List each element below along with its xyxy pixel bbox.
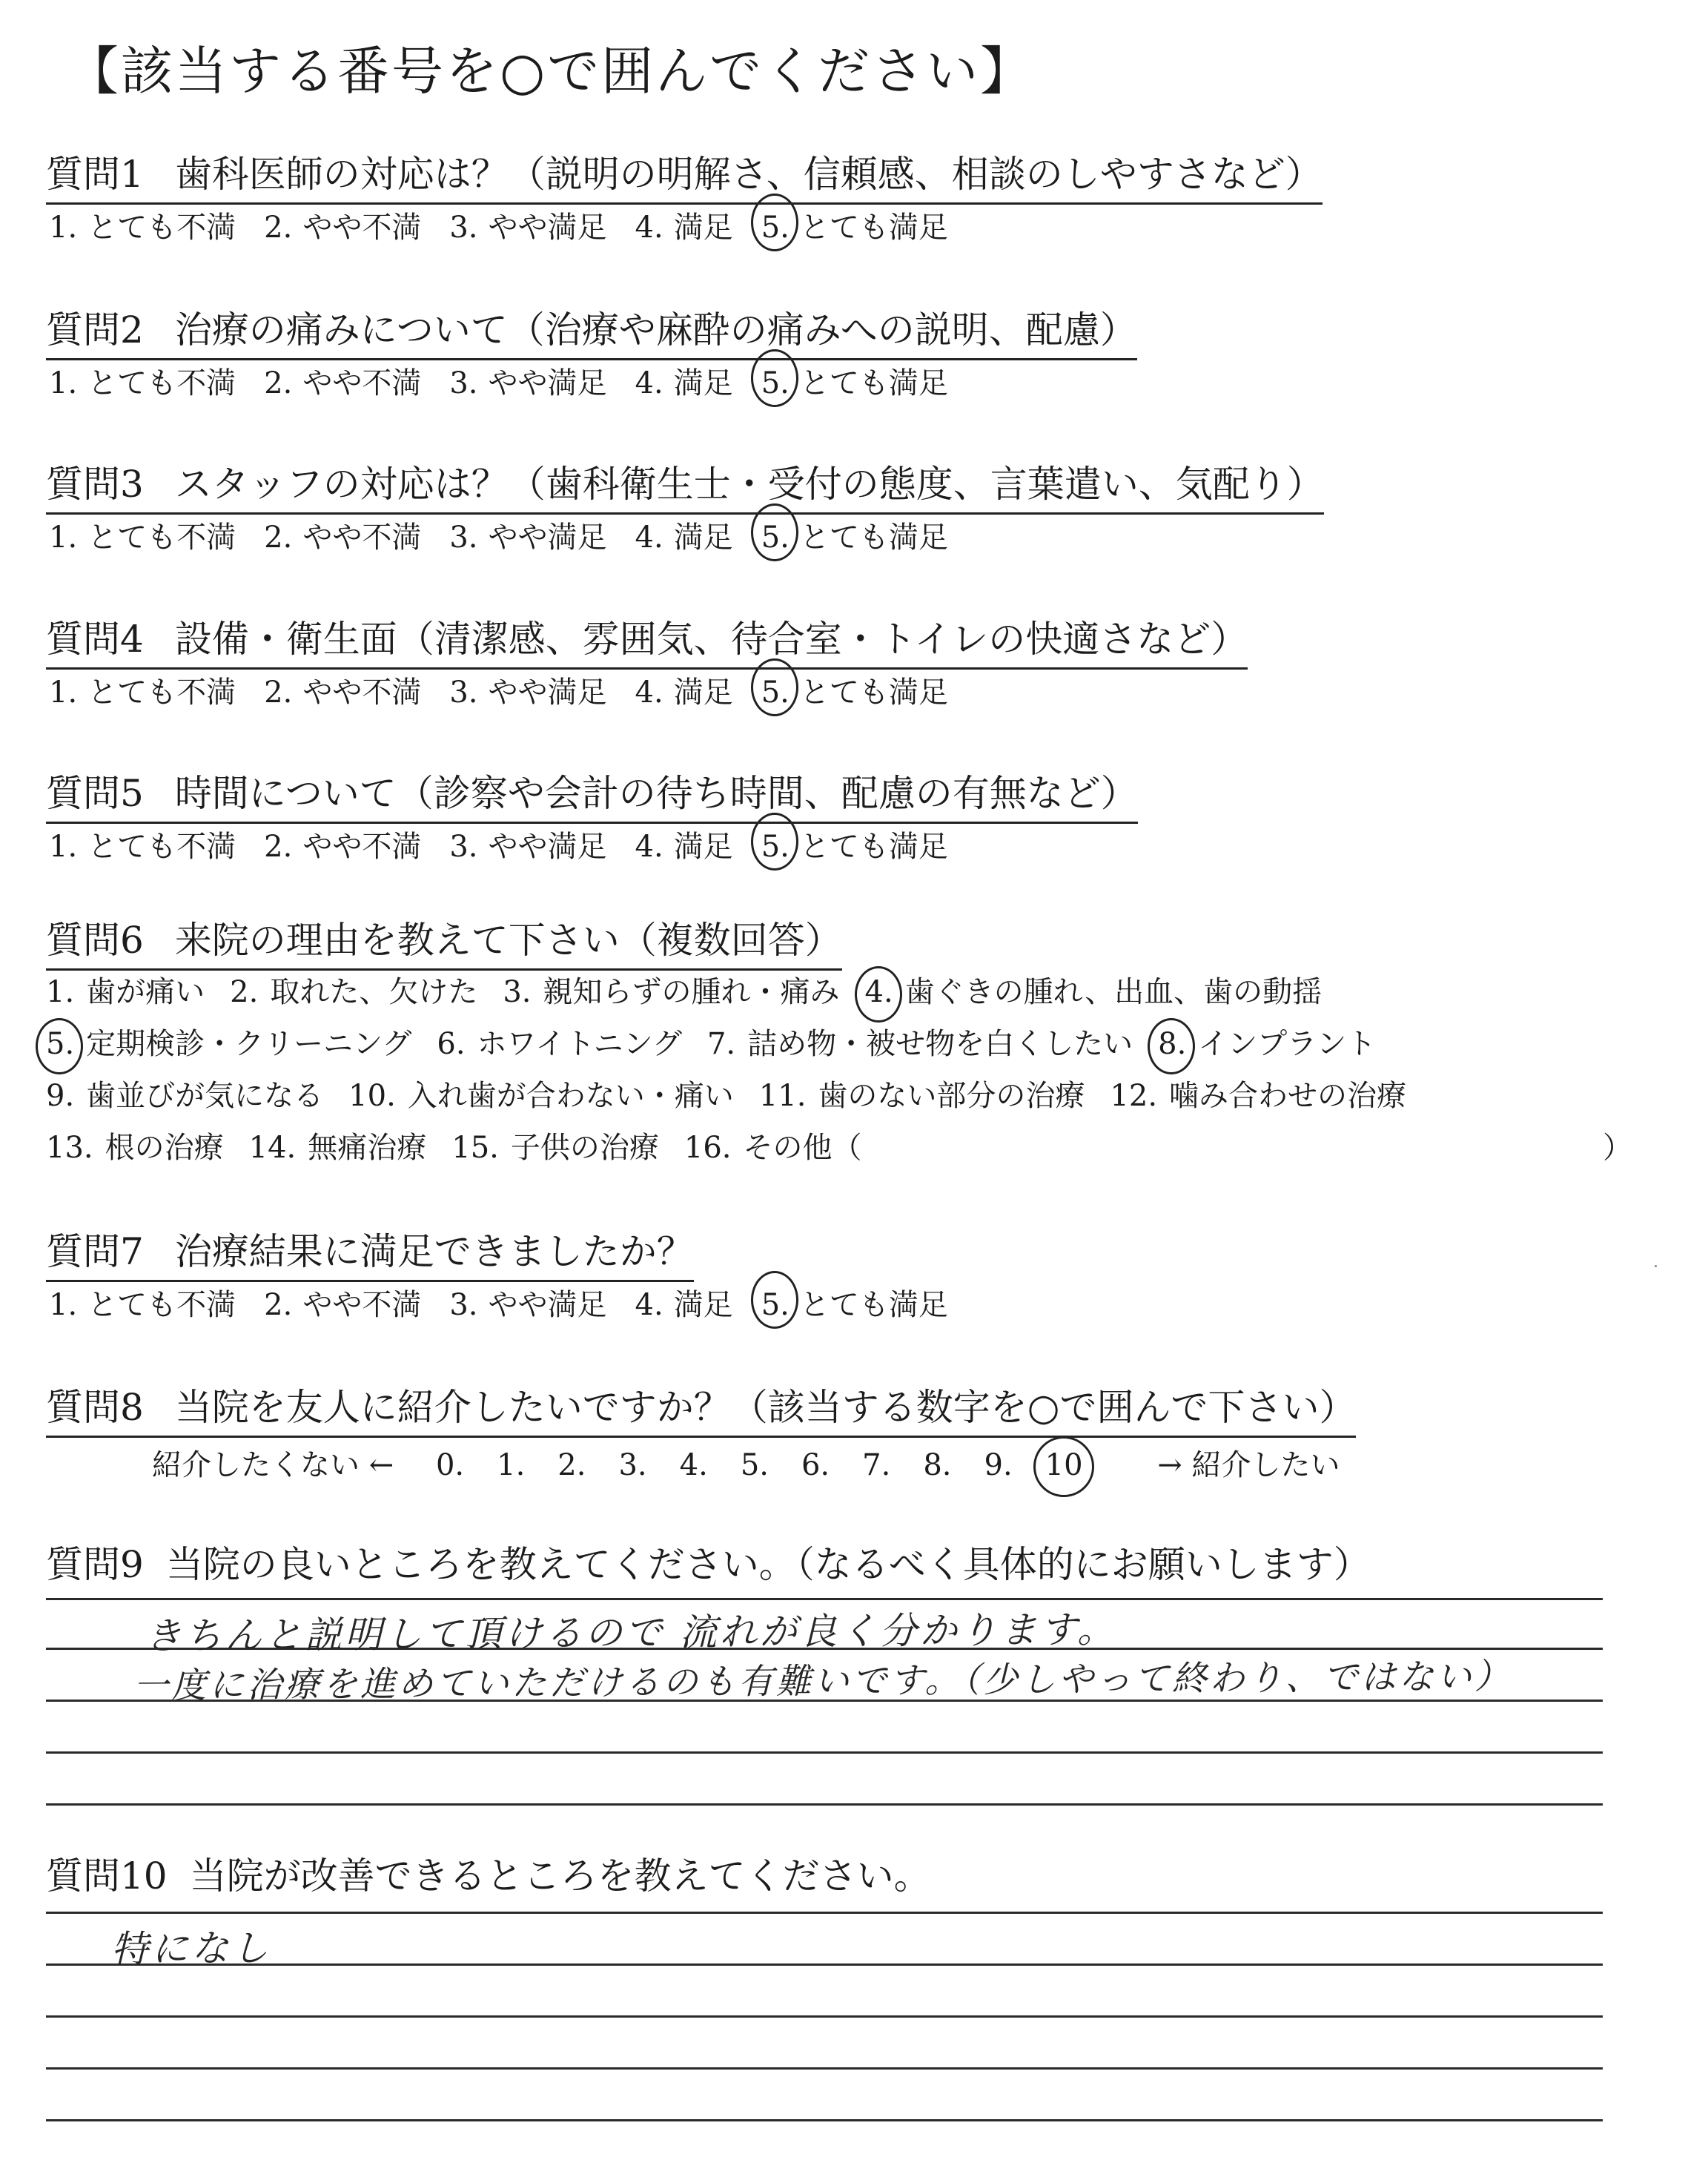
q3-option-1[interactable] <box>49 514 236 556</box>
q2-heading <box>46 300 1137 360</box>
option-number: 14. <box>248 1131 297 1165</box>
q4-option-5[interactable] <box>761 669 948 711</box>
q6-option[interactable] <box>46 1027 411 1061</box>
q1-option-5[interactable] <box>761 204 948 246</box>
q8-right-label: → 紹介したい <box>1157 1448 1340 1482</box>
option-label: やや不満 <box>302 1288 422 1322</box>
option-label: やや満足 <box>488 211 607 245</box>
q9-number: 質問9 <box>46 1543 144 1586</box>
option-label: とても不満 <box>87 366 236 400</box>
option-number: 3. <box>449 521 478 555</box>
q9-handwritten-answer-1: きちんと説明して頂けるので 流れが良く分かります。 <box>144 1608 1118 1658</box>
q1-number: 質問1 <box>46 153 144 196</box>
q3-text: スタッフの対応は？（歯科衛生士・受付の態度、言葉遣い、気配り） <box>174 463 1324 506</box>
q6-option[interactable] <box>1110 1079 1406 1113</box>
q7-option-5[interactable] <box>761 1281 948 1324</box>
option-label: 満足 <box>673 366 733 400</box>
q1-option-3[interactable] <box>449 204 606 246</box>
scan-speck <box>1655 1265 1657 1267</box>
q6-options-row <box>46 1020 1401 1063</box>
q4-heading <box>46 610 1248 670</box>
q10-answer-line <box>46 1912 1603 1914</box>
option-number: 8. <box>1158 1027 1187 1061</box>
option-label: 取れた、欠けた <box>270 975 478 1009</box>
q4-option-4[interactable] <box>635 669 733 711</box>
q1-option-4[interactable] <box>635 204 733 246</box>
option-number: 5. <box>761 830 790 864</box>
q10-handwritten-answer: 特になし <box>110 1926 272 1971</box>
q6-option[interactable] <box>249 1131 427 1165</box>
option-label: とても満足 <box>799 676 948 710</box>
option-label: 満足 <box>673 830 733 864</box>
q2-option-3[interactable] <box>449 360 606 402</box>
option-label: やや不満 <box>302 830 422 864</box>
option-label: 定期検診・クリーニング <box>86 1027 412 1061</box>
q2-option-2[interactable] <box>264 360 421 402</box>
q7-options-row <box>49 1281 976 1324</box>
option-number: 2. <box>264 1288 293 1322</box>
q8-scale-value[interactable]: 4. <box>679 1448 708 1482</box>
q10-text: 当院が改善できるところを教えてください。 <box>189 1855 931 1898</box>
option-number: 11. <box>758 1079 807 1113</box>
q3-number: 質問3 <box>46 463 144 506</box>
q8-scale-value[interactable]: 5. <box>740 1448 769 1482</box>
q5-option-3[interactable] <box>449 823 606 865</box>
option-label: やや満足 <box>488 366 607 400</box>
option-number: 7. <box>706 1027 736 1061</box>
option-label: やや不満 <box>302 676 422 710</box>
q6-option[interactable] <box>503 975 839 1009</box>
q6-options-row <box>46 1072 1431 1114</box>
q9-text: 当院の良いところを教えてください。（なるべく具体的にお願いします） <box>165 1543 1371 1586</box>
q8-left-label: 紹介したくない ← <box>152 1448 394 1482</box>
option-label: 歯ぐきの腫れ、出血、歯の動揺 <box>904 975 1323 1009</box>
q10-answer-line <box>46 2119 1603 2121</box>
option-label: 根の治療 <box>105 1131 224 1165</box>
q8-scale-row <box>152 1441 1373 1484</box>
q7-text: 治療結果に満足できましたか？ <box>174 1230 694 1273</box>
option-number: 3. <box>503 975 532 1009</box>
q8-scale-value[interactable]: 10 <box>1045 1448 1083 1482</box>
q2-options-row <box>49 360 976 402</box>
q5-option-2[interactable] <box>264 823 421 865</box>
option-label: 歯並びが気になる <box>86 1079 324 1113</box>
option-label: 満足 <box>673 211 733 245</box>
option-number: 4. <box>635 211 663 245</box>
option-label: やや不満 <box>302 366 422 400</box>
q3-option-2[interactable] <box>264 514 421 556</box>
q9-heading <box>46 1535 1371 1588</box>
q6-heading <box>46 911 842 971</box>
q1-options-row <box>49 204 976 246</box>
option-label: とても不満 <box>87 211 236 245</box>
q6-option[interactable] <box>865 975 1323 1009</box>
q3-options-row <box>49 514 976 556</box>
q5-number: 質問5 <box>46 772 144 815</box>
option-number: 4. <box>635 1288 663 1322</box>
q2-number: 質問2 <box>46 308 144 351</box>
option-number: 16. <box>683 1131 732 1165</box>
q8-scale-value[interactable]: 2. <box>557 1448 586 1482</box>
option-label: やや満足 <box>488 830 607 864</box>
q4-options-row <box>49 669 976 711</box>
q3-option-4[interactable] <box>635 514 733 556</box>
q2-option-5[interactable] <box>761 360 948 402</box>
option-label: やや不満 <box>302 211 422 245</box>
q1-text: 歯科医師の対応は？（説明の明解さ、信頼感、相談のしやすさなど） <box>174 153 1323 196</box>
q4-number: 質問4 <box>46 618 144 661</box>
q6-text: 来院の理由を教えて下さい（複数回答） <box>174 919 842 962</box>
q4-option-3[interactable] <box>449 669 606 711</box>
option-label: 歯が痛い <box>86 975 205 1009</box>
option-number: 4. <box>635 676 663 710</box>
option-number: 3. <box>449 211 478 245</box>
option-number: 13. <box>46 1131 93 1165</box>
option-label: 満足 <box>673 521 733 555</box>
q6-option[interactable] <box>46 1131 224 1165</box>
option-label: とても満足 <box>799 830 948 864</box>
option-label: 満足 <box>673 1288 733 1322</box>
option-label: 入れ歯が合わない・痛い <box>407 1079 734 1113</box>
option-label: やや不満 <box>302 521 422 555</box>
q7-option-1[interactable] <box>49 1281 236 1324</box>
option-label: とても不満 <box>87 830 236 864</box>
q5-option-4[interactable] <box>635 823 733 865</box>
q6-option[interactable] <box>437 1027 682 1061</box>
q7-option-3[interactable] <box>449 1281 606 1324</box>
option-number: 4. <box>635 521 663 555</box>
option-label: やや満足 <box>488 521 607 555</box>
q6-options-row <box>46 968 1347 1011</box>
q9-answer-line <box>46 1751 1603 1754</box>
option-label: ホワイトニング <box>477 1027 682 1061</box>
q7-option-2[interactable] <box>264 1281 421 1324</box>
q6-options-row <box>46 1124 1632 1166</box>
option-number: 10. <box>348 1079 396 1113</box>
form-header: 【該当する番号を○で囲んでください】 <box>67 41 1035 102</box>
q7-option-4[interactable] <box>635 1281 733 1324</box>
option-number: 5. <box>46 1027 75 1061</box>
option-number: 2. <box>264 830 293 864</box>
option-number: 2. <box>264 521 293 555</box>
q10-number: 質問10 <box>46 1855 168 1898</box>
q10-heading <box>46 1846 931 1900</box>
q7-heading <box>46 1222 694 1282</box>
q8-scale-value[interactable]: 6. <box>801 1448 830 1482</box>
q8-number: 質問8 <box>46 1386 144 1429</box>
q10-answer-line <box>46 2067 1603 2070</box>
option-label: 詰め物・被せ物を白くしたい <box>747 1027 1133 1061</box>
option-number: 15. <box>451 1131 499 1165</box>
selection-circle <box>1033 1436 1094 1497</box>
option-number: 4. <box>635 366 663 400</box>
q10-answer-line <box>46 2015 1603 2018</box>
q8-text: 当院を友人に紹介したいですか？（該当する数字を○で囲んで下さい） <box>174 1386 1357 1429</box>
q6-option[interactable] <box>707 1027 1133 1061</box>
q3-option-3[interactable] <box>449 514 606 556</box>
option-label: 無痛治療 <box>308 1131 427 1165</box>
option-number: 1. <box>49 366 78 400</box>
q1-option-1[interactable] <box>49 204 236 246</box>
q5-text: 時間について（診察や会計の待ち時間、配慮の有無など） <box>174 772 1138 815</box>
option-number: 2. <box>230 975 259 1009</box>
q8-scale-value[interactable]: 1. <box>497 1448 526 1482</box>
option-number: 5. <box>761 521 790 555</box>
q9-answer-line <box>46 1803 1603 1806</box>
q1-heading <box>46 145 1323 205</box>
option-label: 歯のない部分の治療 <box>818 1079 1085 1113</box>
option-label: 子供の治療 <box>510 1131 659 1165</box>
option-number: 6. <box>437 1027 466 1061</box>
q5-options-row <box>49 823 976 865</box>
q8-heading <box>46 1378 1356 1438</box>
option-label: その他（ <box>743 1131 862 1165</box>
option-number: 4. <box>635 830 663 864</box>
option-label: とても満足 <box>799 366 948 400</box>
q2-option-1[interactable] <box>49 360 236 402</box>
q6-number: 質問6 <box>46 919 144 962</box>
q5-heading <box>46 764 1138 824</box>
q6-option[interactable] <box>230 975 477 1009</box>
option-label: 親知らずの腫れ・痛み <box>543 975 840 1009</box>
option-number: 2. <box>264 211 293 245</box>
option-label: 噛み合わせの治療 <box>1169 1079 1407 1113</box>
option-label: やや満足 <box>488 676 607 710</box>
option-label: とても満足 <box>799 1288 948 1322</box>
q8-scale-value[interactable]: 0. <box>435 1448 465 1482</box>
option-number: 5. <box>761 1288 790 1322</box>
q8-scale <box>436 1448 1116 1482</box>
q3-heading <box>46 455 1324 515</box>
q6-option[interactable] <box>46 975 205 1009</box>
option-number: 1. <box>49 1288 78 1322</box>
q2-text: 治療の痛みについて（治療や麻酔の痛みへの説明、配慮） <box>174 308 1137 351</box>
option-number: 5. <box>761 676 790 710</box>
option-label: 満足 <box>673 676 733 710</box>
option-number: 4. <box>864 975 893 1009</box>
option-number: 3. <box>449 366 478 400</box>
option-number: 2. <box>264 366 293 400</box>
q4-option-1[interactable] <box>49 669 236 711</box>
option-number: 5. <box>761 366 790 400</box>
q10-answer-line <box>46 1964 1603 1966</box>
option-number: 9. <box>46 1079 75 1113</box>
option-number: 1. <box>49 830 78 864</box>
q9-handwritten-answer-2: 一度に治療を進めていただけるのも有難いです。（少しやって終わり、ではない） <box>133 1656 1512 1707</box>
q6-option[interactable] <box>759 1079 1085 1113</box>
other-close-paren: ） <box>1603 1131 1632 1165</box>
option-label: とても満足 <box>799 211 948 245</box>
q4-option-2[interactable] <box>264 669 421 711</box>
option-number: 1. <box>49 211 78 245</box>
option-label: インプラント <box>1198 1027 1377 1061</box>
q6-option[interactable] <box>348 1079 734 1113</box>
q8-scale-value[interactable]: 8. <box>923 1448 952 1482</box>
q5-option-1[interactable] <box>49 823 236 865</box>
option-number: 3. <box>449 676 478 710</box>
option-number: 1. <box>49 676 78 710</box>
q8-scale-value[interactable]: 3. <box>618 1448 647 1482</box>
q8-scale-value[interactable]: 7. <box>862 1448 891 1482</box>
option-number: 5. <box>761 211 790 245</box>
q4-text: 設備・衛生面（清潔感、雰囲気、待合室・トイレの快適さなど） <box>174 618 1248 661</box>
q6-option[interactable] <box>46 1079 323 1113</box>
option-label: やや満足 <box>488 1288 607 1322</box>
q6-option[interactable] <box>451 1131 659 1165</box>
option-number: 1. <box>49 521 78 555</box>
q2-option-4[interactable] <box>635 360 733 402</box>
option-number: 3. <box>449 830 478 864</box>
q6-option[interactable] <box>1158 1027 1376 1061</box>
q7-number: 質問7 <box>46 1230 144 1273</box>
option-label: とても不満 <box>87 521 236 555</box>
option-label: とても不満 <box>87 676 236 710</box>
option-number: 1. <box>46 975 75 1009</box>
q9-answer-line <box>46 1598 1603 1600</box>
q1-option-2[interactable] <box>264 204 421 246</box>
option-number: 3. <box>449 1288 478 1322</box>
option-number: 2. <box>264 676 293 710</box>
option-label: とても満足 <box>799 521 948 555</box>
option-label: とても不満 <box>87 1288 236 1322</box>
q5-option-5[interactable] <box>761 823 948 865</box>
q6-option[interactable] <box>684 1131 862 1165</box>
q8-scale-value[interactable]: 9. <box>984 1448 1013 1482</box>
option-number: 12. <box>1110 1079 1158 1113</box>
q3-option-5[interactable] <box>761 514 948 556</box>
